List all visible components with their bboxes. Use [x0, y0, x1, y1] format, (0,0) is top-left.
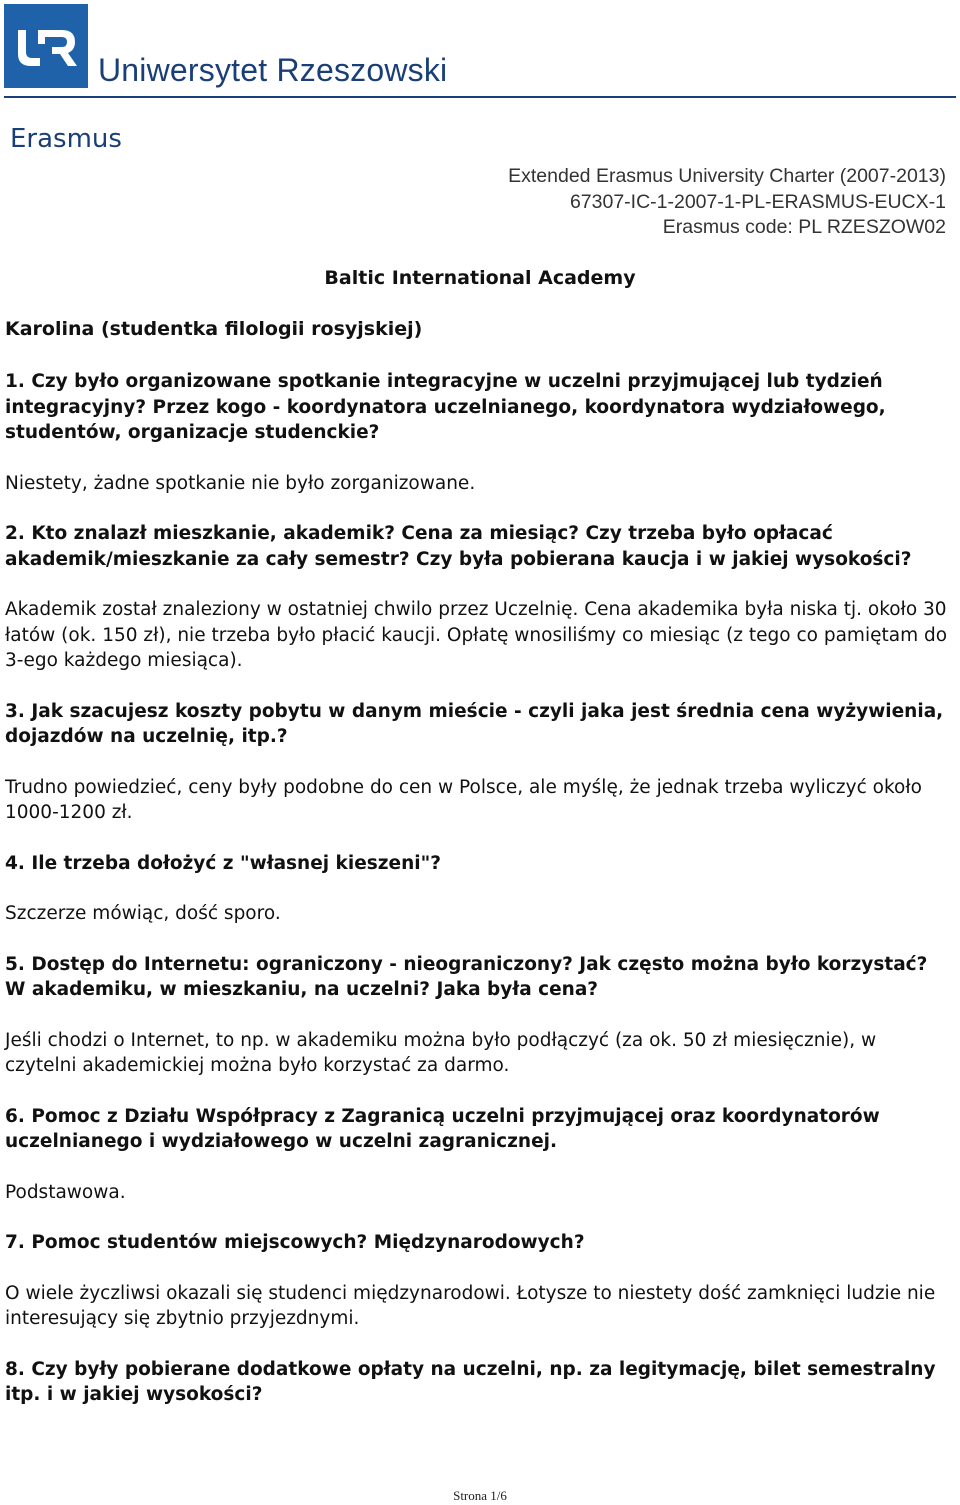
answer-7: O wiele życzliwsi okazali się studenci międzynarodowi. Łotysze to niestety dość zamknięci ludzie nie interesujący się zbytnio przyjezdnymi. — [5, 1282, 936, 1329]
charter-line-2: 67307-IC-1-2007-1-PL-ERASMUS-EUCX-1 — [569, 190, 946, 213]
question-4: 4. Ile trzeba dołożyć z "własnej kieszeni"? — [5, 852, 441, 874]
qa-item — [5, 1230, 951, 1332]
question-7: 7. Pomoc studentów miejscowych? Międzynarodowych? — [5, 1232, 585, 1253]
student-name: Karolina (studentka filologii rosyjskiej) — [5, 318, 423, 340]
question-3: 3. Jak szacujesz koszty pobytu w danym mieście - czyli jaka jest średnia cena wyżywienia, dojazdów na uczelnię, itp.? — [5, 700, 944, 747]
section-title: Erasmus — [10, 124, 122, 154]
header-divider — [4, 96, 956, 98]
qa-item — [5, 1357, 951, 1408]
answer-1: Niestety, żadne spotkanie nie było zorganizowane. — [5, 472, 476, 494]
page-number: Strona 1/6 — [453, 1488, 507, 1503]
question-1: 1. Czy było organizowane spotkanie integracyjne w uczelni przyjmującej lub tydzień integracyjny? Przez kogo - koordynatora uczelnianego, koordynatora wydziałowego, studentów, organizacje studenckie? — [5, 371, 886, 443]
question-5: 5. Dostęp do Internetu: ograniczony - nieograniczony? Jak często można było korzystać? W akademiku, w mieszkaniu, na uczelni? Jaka była cena? — [5, 953, 928, 1000]
university-name: Uniwersytet Rzeszowski — [98, 52, 448, 88]
page-header — [4, 4, 956, 98]
answer-3: Trudno powiedzieć, ceny były podobne do cen w Polsce, ale myślę, że jednak trzeba wyliczyć około 1000-1200 zł. — [5, 776, 922, 823]
questionnaire — [5, 369, 951, 1433]
university-logo — [4, 4, 88, 88]
qa-item — [5, 369, 951, 496]
charter-info — [508, 164, 946, 241]
answer-6: Podstawowa. — [5, 1181, 126, 1203]
answer-2: Akademik został znaleziony w ostatniej chwilo przez Uczelnię. Cena akademika była niska tj. około 30 łatów (ok. 150 zł), nie trzeba było płacić kaucji. Opłatę wnosiliśmy co miesiąc (z tego co pamiętam do 3-ego każdego miesiąca). — [5, 599, 948, 671]
qa-item — [5, 851, 951, 927]
answer-5: Jeśli chodzi o Internet, to np. w akademiku można było podłączyć (za ok. 50 zł miesięcznie), w czytelni akademickiej można było korzystać za darmo. — [5, 1029, 877, 1076]
question-6: 6. Pomoc z Działu Współpracy z Zagranicą uczelni przyjmującej oraz koordynatorów uczelnianego i wydziałowego w uczelni zagranicznej. — [5, 1105, 880, 1152]
question-8: 8. Czy były pobierane dodatkowe opłaty na uczelni, np. za legitymację, bilet semestralny itp. i w jakiej wysokości? — [5, 1358, 936, 1405]
host-institution: Baltic International Academy — [324, 267, 636, 289]
answer-4: Szczerze mówiąc, dość sporo. — [5, 903, 281, 924]
qa-item — [5, 952, 951, 1079]
ur-logo-icon — [4, 4, 88, 88]
qa-item — [5, 1104, 951, 1206]
charter-line-3: Erasmus code: PL RZESZOW02 — [662, 216, 946, 238]
question-2: 2. Kto znalazł mieszkanie, akademik? Cena za miesiąc? Czy trzeba było opłacać akademik/mieszkanie za cały semestr? Czy była pobierana kaucja i w jakiej wysokości? — [5, 523, 912, 570]
qa-item — [5, 699, 951, 826]
charter-line-1: Extended Erasmus University Charter (2007-2013) — [508, 165, 946, 187]
qa-item — [5, 521, 951, 674]
